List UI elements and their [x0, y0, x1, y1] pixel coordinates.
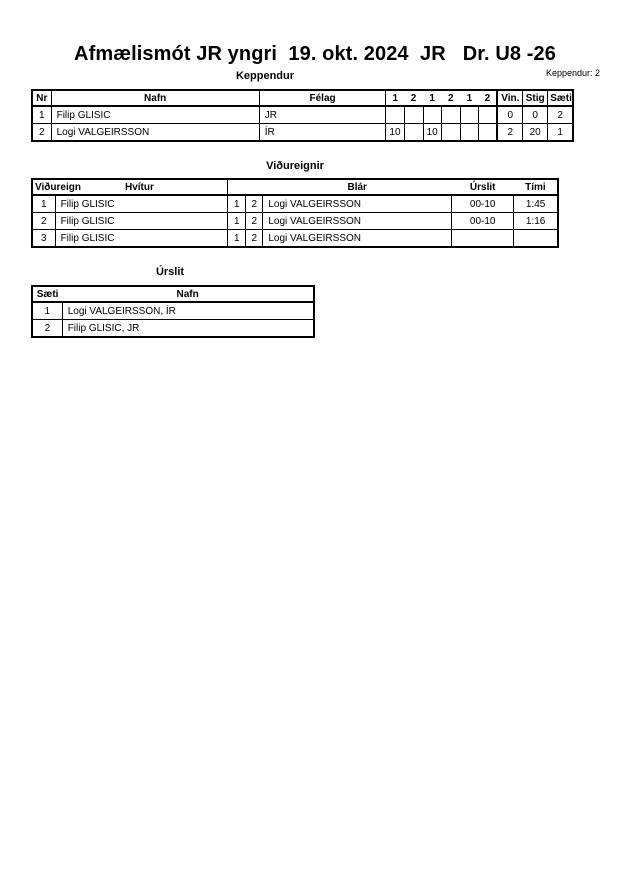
matches-header-row: [32, 179, 558, 195]
table-row: [32, 320, 314, 338]
match-white: Filip GLISIC: [55, 230, 228, 248]
col-blar: Blár: [263, 179, 452, 195]
result-name: Logi VALGEIRSSON, ÍR: [62, 302, 314, 320]
competitor-stig: 0: [523, 106, 548, 124]
match-result: 00-10: [452, 195, 514, 213]
round-score: 10: [386, 124, 404, 142]
table-row: [32, 302, 314, 320]
result-name: Filip GLISIC, JR: [62, 320, 314, 338]
round-score: [441, 124, 460, 142]
competitor-nr: 2: [32, 124, 51, 142]
col-b: [246, 179, 263, 195]
col-round: 2: [441, 90, 460, 106]
results-header-row: [32, 286, 314, 302]
table-row: [32, 213, 558, 230]
match-result: 00-10: [452, 213, 514, 230]
match-a: 1: [228, 230, 246, 248]
match-no: 1: [32, 195, 55, 213]
round-score: 10: [423, 124, 441, 142]
col-timi: Tími: [514, 179, 558, 195]
competitor-stig: 20: [523, 124, 548, 142]
competitor-name: Logi VALGEIRSSON: [51, 124, 259, 142]
match-b: 2: [246, 213, 263, 230]
col-round: 1: [423, 90, 441, 106]
match-b: 2: [246, 230, 263, 248]
table-row: [32, 230, 558, 248]
match-no: 2: [32, 213, 55, 230]
match-result: [452, 230, 514, 248]
col-round: 1: [460, 90, 478, 106]
competitors-header-row: [32, 90, 573, 106]
match-time: 1:16: [514, 213, 558, 230]
round-score: [404, 106, 423, 124]
match-time: [514, 230, 558, 248]
competitor-club: ÍR: [259, 124, 386, 142]
col-round: 1: [386, 90, 404, 106]
competitor-nr: 1: [32, 106, 51, 124]
match-blue: Logi VALGEIRSSON: [263, 230, 452, 248]
col-round: 2: [478, 90, 497, 106]
col-saeti: Sæti: [32, 286, 62, 302]
competitors-table: [31, 89, 574, 142]
round-score: [386, 106, 404, 124]
col-nafn: Nafn: [62, 286, 314, 302]
round-score: [423, 106, 441, 124]
table-row: [32, 195, 558, 213]
competitor-club: JR: [259, 106, 386, 124]
round-score: [478, 106, 497, 124]
matches-table: [31, 178, 559, 248]
competitors-heading: Keppendur: [235, 70, 295, 82]
col-hvitur: Hvítur: [125, 181, 154, 193]
match-time: 1:45: [514, 195, 558, 213]
match-blue: Logi VALGEIRSSON: [263, 213, 452, 230]
round-score: [460, 106, 478, 124]
round-score: [478, 124, 497, 142]
results-table: [31, 285, 315, 338]
competitor-saeti: 1: [548, 124, 573, 142]
competitor-vin: 2: [497, 124, 522, 142]
match-white: Filip GLISIC: [55, 195, 228, 213]
results-heading: Úrslit: [155, 266, 185, 278]
match-b: 2: [246, 195, 263, 213]
round-score: [404, 124, 423, 142]
round-score: [460, 124, 478, 142]
match-no: 3: [32, 230, 55, 248]
matches-heading: Viðureignir: [266, 160, 324, 172]
col-felag: Félag: [259, 90, 386, 106]
col-nr: Nr: [32, 90, 51, 106]
col-urslit: Úrslit: [452, 179, 514, 195]
col-a: [228, 179, 246, 195]
table-row: [32, 124, 573, 142]
match-white: Filip GLISIC: [55, 213, 228, 230]
matches-header-left: [32, 179, 228, 195]
participants-count: Keppendur: 2: [545, 68, 600, 78]
round-score: [441, 106, 460, 124]
competitor-name: Filip GLISIC: [51, 106, 259, 124]
match-a: 1: [228, 213, 246, 230]
match-a: 1: [228, 195, 246, 213]
col-nafn: Nafn: [51, 90, 259, 106]
col-vin: Vin.: [497, 90, 522, 106]
result-place: 2: [32, 320, 62, 338]
result-place: 1: [32, 302, 62, 320]
col-vidureign: Viðureign: [35, 181, 81, 193]
match-blue: Logi VALGEIRSSON: [263, 195, 452, 213]
page-title: Afmælismót JR yngri 19. okt. 2024 JR Dr. U8 -26: [74, 43, 556, 65]
table-row: [32, 106, 573, 124]
col-saeti: Sæti: [548, 90, 573, 106]
competitor-saeti: 2: [548, 106, 573, 124]
col-round: 2: [404, 90, 423, 106]
col-stig: Stig: [523, 90, 548, 106]
competitor-vin: 0: [497, 106, 522, 124]
